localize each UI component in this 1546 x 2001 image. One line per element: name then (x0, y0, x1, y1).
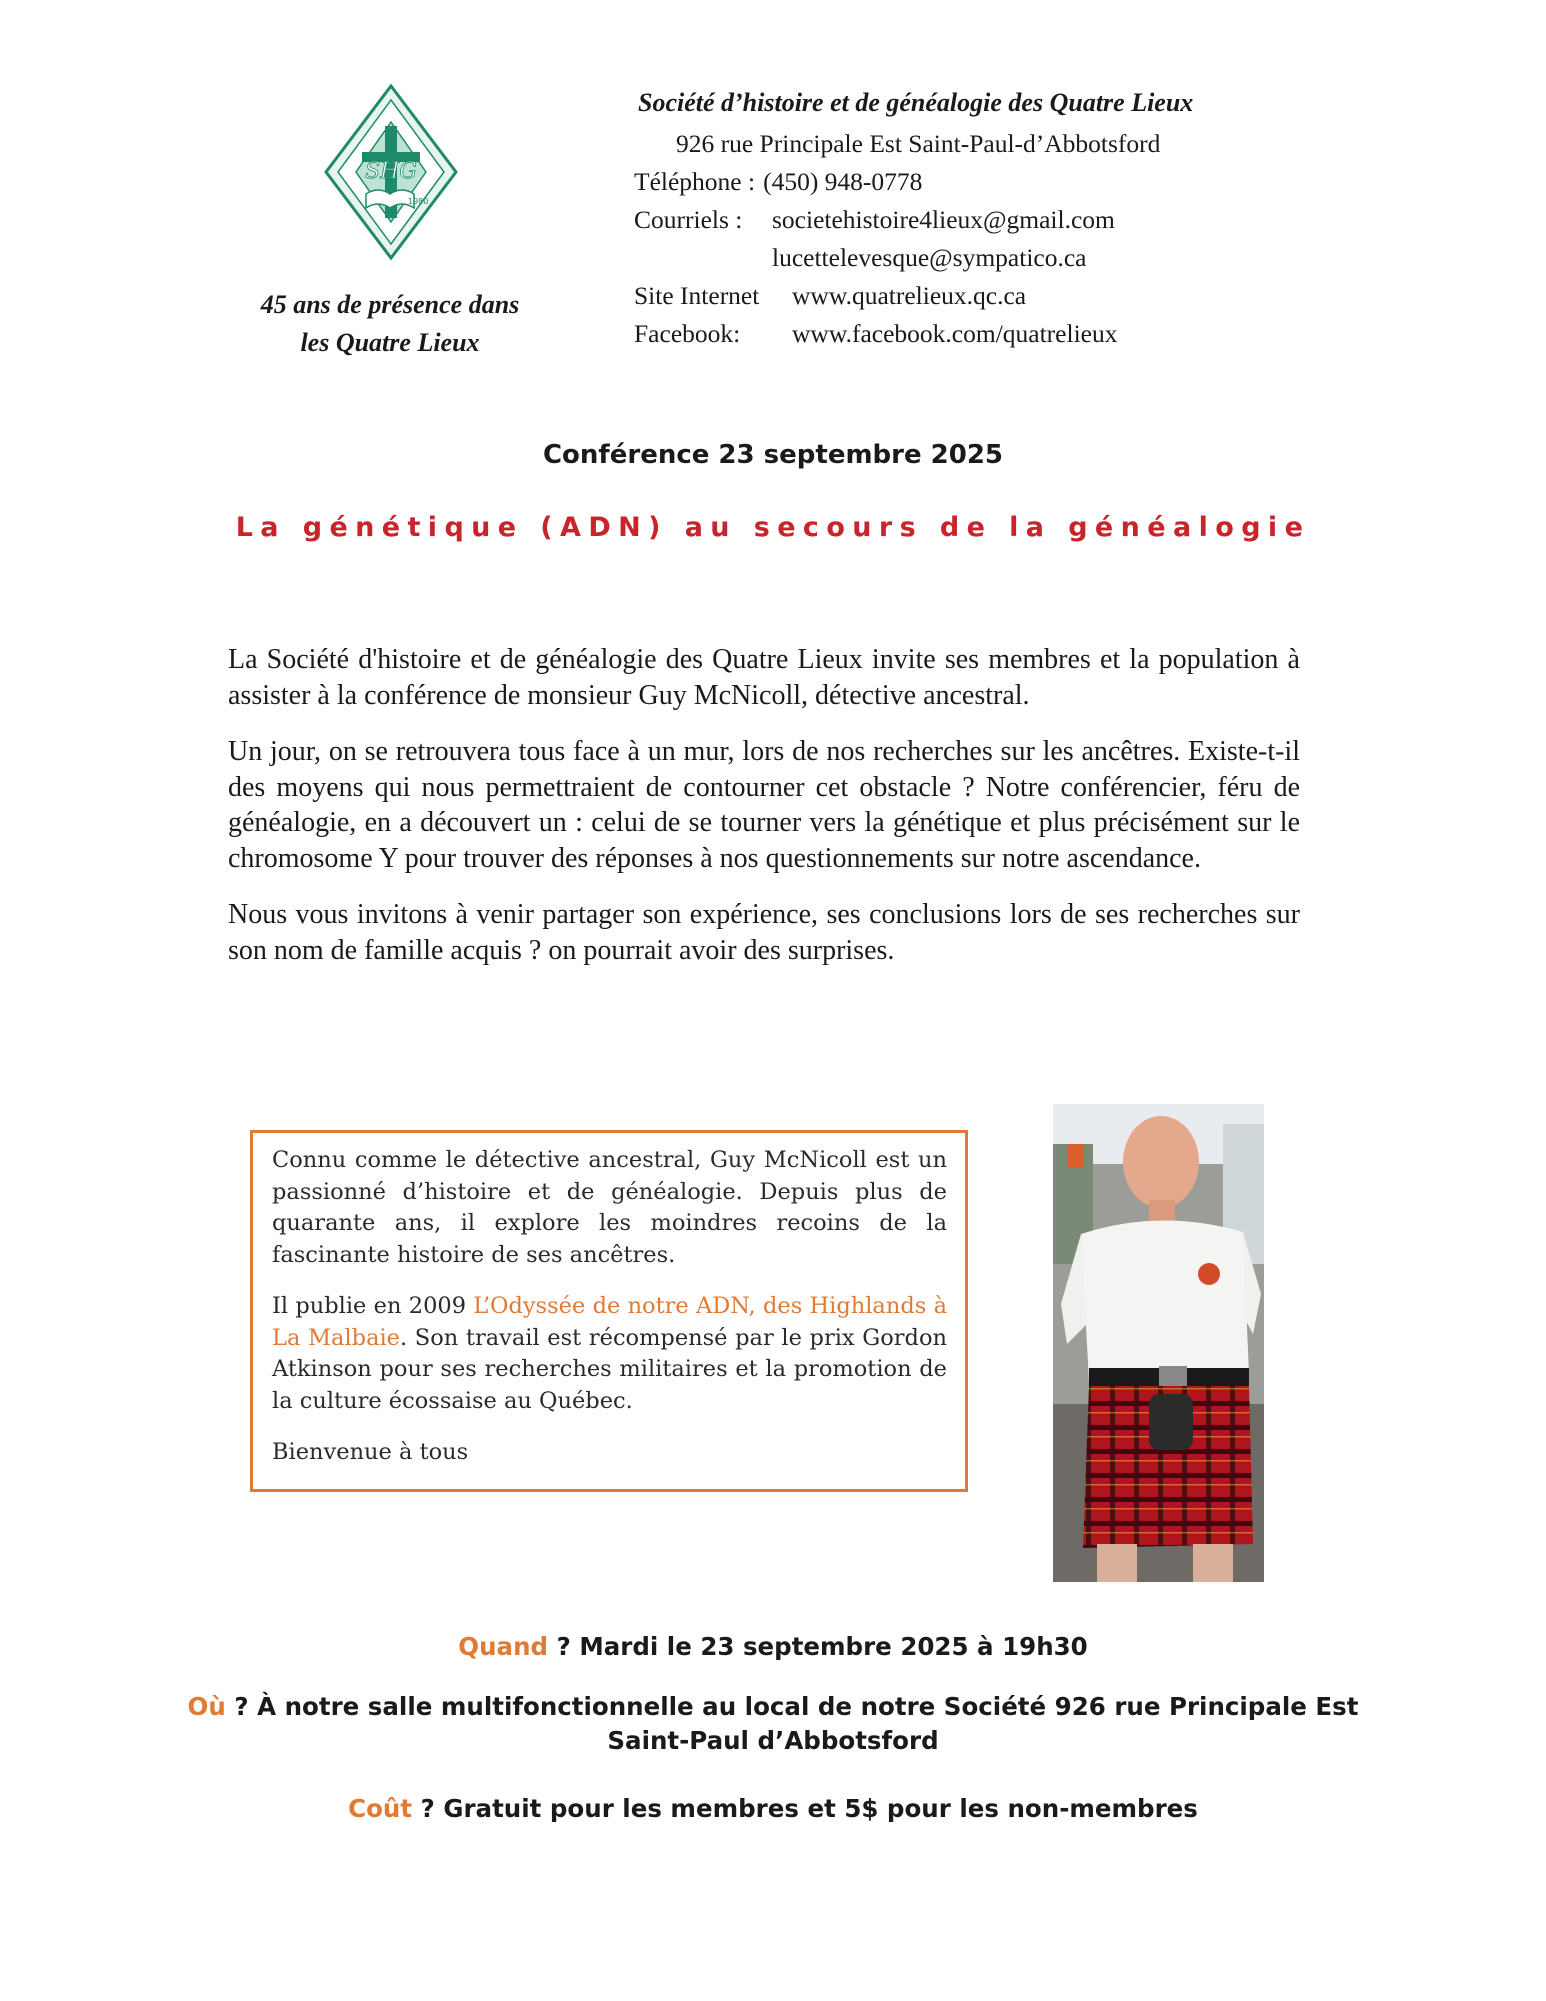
event-cost (0, 1792, 1546, 1826)
logo-letters: SHG (365, 159, 417, 184)
website-label: Site Internet (634, 281, 760, 310)
logo-year: 1980 (408, 197, 429, 206)
cost-label: Coût (348, 1794, 413, 1823)
paragraph-call-to-action: Nous vous invitons à venir partager son expérience, ses conclusions lors de ses recherches sur son nom de famille acquis ? on pourrait avoir des surprises. (228, 899, 1300, 966)
contact-block (634, 125, 1160, 353)
bio-award-text: . Son travail est récompensé par le prix Gordon Atkinson pour ses recherches militaires et la promotion de la culture écossaise au Québec. (272, 1324, 947, 1414)
facebook-link[interactable]: www.facebook.com/quatrelieux (792, 319, 1118, 348)
phone-label: Téléphone : (634, 167, 756, 196)
speaker-photo (1053, 1104, 1264, 1582)
tagline-line-1: 45 ans de présence dans (260, 290, 520, 319)
bio-paragraph-2 (272, 1291, 947, 1417)
bio-paragraph-1: Connu comme le détective ancestral, Guy McNicoll est un passionné d’histoire et de généalogie. Depuis plus de quarante ans, il explore les moindres recoins de la fascinante histoire de ses ancêtres. (272, 1147, 947, 1268)
anniversary-tagline (240, 286, 540, 362)
conference-title: La génétique (ADN) au secours de la généalogie (235, 512, 1311, 543)
cost-value: ? Gratuit pour les membres et 5$ pour les non-membres (412, 1794, 1198, 1823)
when-label: Quand (458, 1632, 549, 1661)
event-where (0, 1690, 1546, 1758)
book-title-link[interactable]: L’Odyssée de notre ADN, des Highlands à La Malbaie (272, 1293, 947, 1351)
email-1[interactable]: societehistoire4lieux@gmail.com (772, 205, 1115, 234)
bio-publish-text: Il publie en 2009 (272, 1293, 474, 1319)
event-when (0, 1630, 1546, 1664)
organization-name: Société d’histoire et de généalogie des Quatre Lieux (638, 88, 1194, 117)
facebook-label: Facebook: (634, 319, 741, 348)
invitation-body (228, 642, 1300, 989)
when-value: ? Mardi le 23 septembre 2025 à 19h30 (548, 1632, 1088, 1661)
address: 926 rue Principale Est Saint-Paul-d’Abbotsford (676, 129, 1161, 158)
paragraph-topic: Un jour, on se retrouvera tous face à un mur, lors de nos recherches sur les ancêtres. Existe-t-il des moyens qui nous permettraient de contourner cet obstacle ? Notre conférencier, féru de généalogie, en a découvert un : celui de se tourner vers la génétique et plus précisément sur le chromosome Y pour trouver des réponses à nos questionnements sur notre ascendance. (228, 736, 1300, 874)
conference-date-heading: Conférence 23 septembre 2025 (542, 440, 1004, 470)
where-label: Où (187, 1692, 226, 1721)
tagline-line-2: les Quatre Lieux (300, 328, 480, 357)
phone-number: (450) 948-0778 (763, 167, 923, 196)
speaker-bio-box (250, 1130, 968, 1492)
website-link[interactable]: www.quatrelieux.qc.ca (792, 281, 1027, 310)
where-line-2: Saint-Paul d’Abbotsford (607, 1726, 939, 1755)
bio-welcome: Bienvenue à tous (272, 1439, 469, 1465)
where-value: ? À notre salle multifonctionnelle au local de notre Société 926 rue Principale Est (225, 1692, 1359, 1721)
society-logo (322, 82, 460, 262)
email-2[interactable]: lucettelevesque@sympatico.ca (772, 243, 1087, 272)
email-label: Courriels : (634, 205, 743, 234)
paragraph-invitation: La Société d'histoire et de généalogie des Quatre Lieux invite ses membres et la population à assister à la conférence de monsieur Guy McNicoll, détective ancestral. (228, 644, 1300, 711)
